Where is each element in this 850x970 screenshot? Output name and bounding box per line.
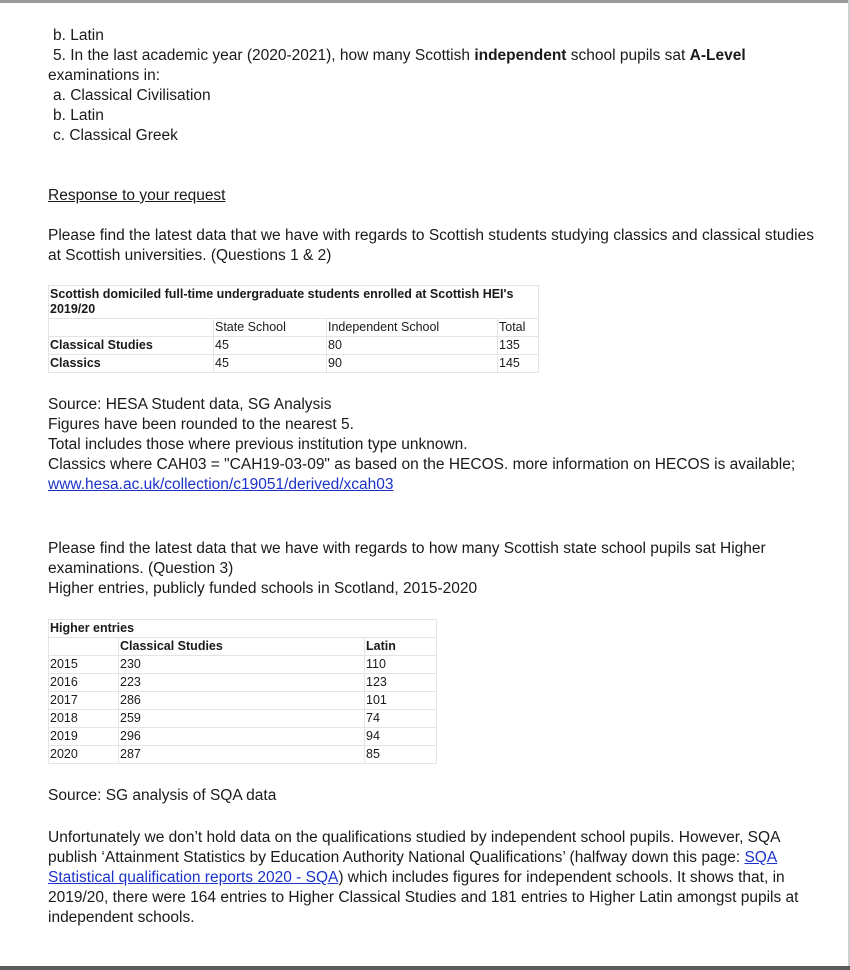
row-label: Classics	[49, 355, 214, 373]
table-cell: 259	[119, 710, 365, 728]
table-cell: 45	[214, 355, 327, 373]
question-5-continued: examinations in:	[48, 67, 161, 84]
table-cell: 85	[365, 746, 437, 764]
q5-text: 5. In the last academic year (2020-2021), how many Scottish	[53, 47, 475, 64]
option-a: a. Classical Civilisation	[53, 87, 211, 104]
table-header-cell: Latin	[365, 638, 437, 656]
higher-caption: Higher entries, publicly funded schools in Scotland, 2015-2020	[48, 580, 478, 597]
table-cell: 101	[365, 692, 437, 710]
document-page	[48, 26, 818, 928]
table-cell: 135	[498, 337, 539, 355]
table-header-cell	[49, 319, 214, 337]
year-cell: 2018	[49, 710, 119, 728]
source-note: Source: HESA Student data, SG Analysis	[48, 396, 332, 413]
final-text-post: ) which includes figures for independent schools. It shows that, in 2019/20, there were 164 entries to Higher Classical Studies and 181 entries to Higher Latin amongst pupils at independent schools.	[48, 869, 799, 926]
classics-note: Classics where CAH03 = "CAH19-03-09" as based on the HECOS. more information on HECOS is available;	[48, 456, 796, 473]
table-cell: 90	[327, 355, 498, 373]
table-header-cell	[49, 638, 119, 656]
paragraph-independent	[48, 828, 818, 928]
table-cell: 45	[214, 337, 327, 355]
source-sqa: Source: SG analysis of SQA data	[48, 787, 277, 804]
list-item-latin: b. Latin	[53, 27, 104, 44]
table-cell: 123	[365, 674, 437, 692]
table-cell: 296	[119, 728, 365, 746]
total-note: Total includes those where previous institution type unknown.	[48, 436, 468, 453]
table-title-row	[49, 620, 437, 638]
q5-bold-alevel: A-Level	[689, 47, 746, 64]
table-row	[49, 710, 437, 728]
table-cell: 80	[327, 337, 498, 355]
table-title-row	[49, 286, 539, 319]
table-higher-entries	[48, 619, 437, 764]
final-text-pre: Unfortunately we don’t hold data on the qualifications studied by independent school pupils. However, SQA publish ‘Attainment Statistics by Education Authority National Qualifications’ (halfway down this page:	[48, 829, 780, 866]
table-cell: 223	[119, 674, 365, 692]
paragraph-universities: Please find the latest data that we have with regards to Scottish students studying classics and classical studies at Scottish universities. (Questions 1 & 2)	[48, 227, 814, 264]
table-cell: 74	[365, 710, 437, 728]
response-heading: Response to your request	[48, 187, 226, 204]
table-row	[49, 337, 539, 355]
table-row	[49, 674, 437, 692]
table-row	[49, 746, 437, 764]
year-cell: 2016	[49, 674, 119, 692]
table-cell: 287	[119, 746, 365, 764]
question-5	[48, 46, 818, 66]
year-cell: 2017	[49, 692, 119, 710]
table-university-enrolment	[48, 285, 539, 373]
table-title: Higher entries	[49, 620, 437, 638]
bottom-border	[0, 966, 850, 970]
table-cell: 230	[119, 656, 365, 674]
top-border	[0, 0, 850, 3]
table-header-cell: State School	[214, 319, 327, 337]
rounding-note: Figures have been rounded to the nearest 5.	[48, 416, 354, 433]
table-header-row	[49, 319, 539, 337]
q5-bold-independent: independent	[474, 47, 567, 64]
table-header-cell: Independent School	[327, 319, 498, 337]
table-header-row	[49, 638, 437, 656]
table-cell: 94	[365, 728, 437, 746]
hesa-link[interactable]: www.hesa.ac.uk/collection/c19051/derived/xcah03	[48, 476, 394, 493]
table-cell: 286	[119, 692, 365, 710]
table-header-cell: Total	[498, 319, 539, 337]
year-cell: 2020	[49, 746, 119, 764]
paragraph-higher: Please find the latest data that we have with regards to how many Scottish state school pupils sat Higher examinations. (Question 3)	[48, 540, 766, 577]
table-row	[49, 656, 437, 674]
table-row	[49, 355, 539, 373]
year-cell: 2019	[49, 728, 119, 746]
option-c: c. Classical Greek	[53, 127, 178, 144]
table-row	[49, 728, 437, 746]
year-cell: 2015	[49, 656, 119, 674]
table-cell: 145	[498, 355, 539, 373]
q5-text-mid: school pupils sat	[566, 47, 690, 64]
sqa-report-link[interactable]: SQA Statistical qualification reports 2020 - SQA	[48, 849, 778, 886]
table-header-cell: Classical Studies	[119, 638, 365, 656]
table-title: Scottish domiciled full-time undergraduate students enrolled at Scottish HEI's 2019/20	[49, 286, 539, 319]
table-row	[49, 692, 437, 710]
row-label: Classical Studies	[49, 337, 214, 355]
option-b: b. Latin	[53, 107, 104, 124]
table-cell: 110	[365, 656, 437, 674]
